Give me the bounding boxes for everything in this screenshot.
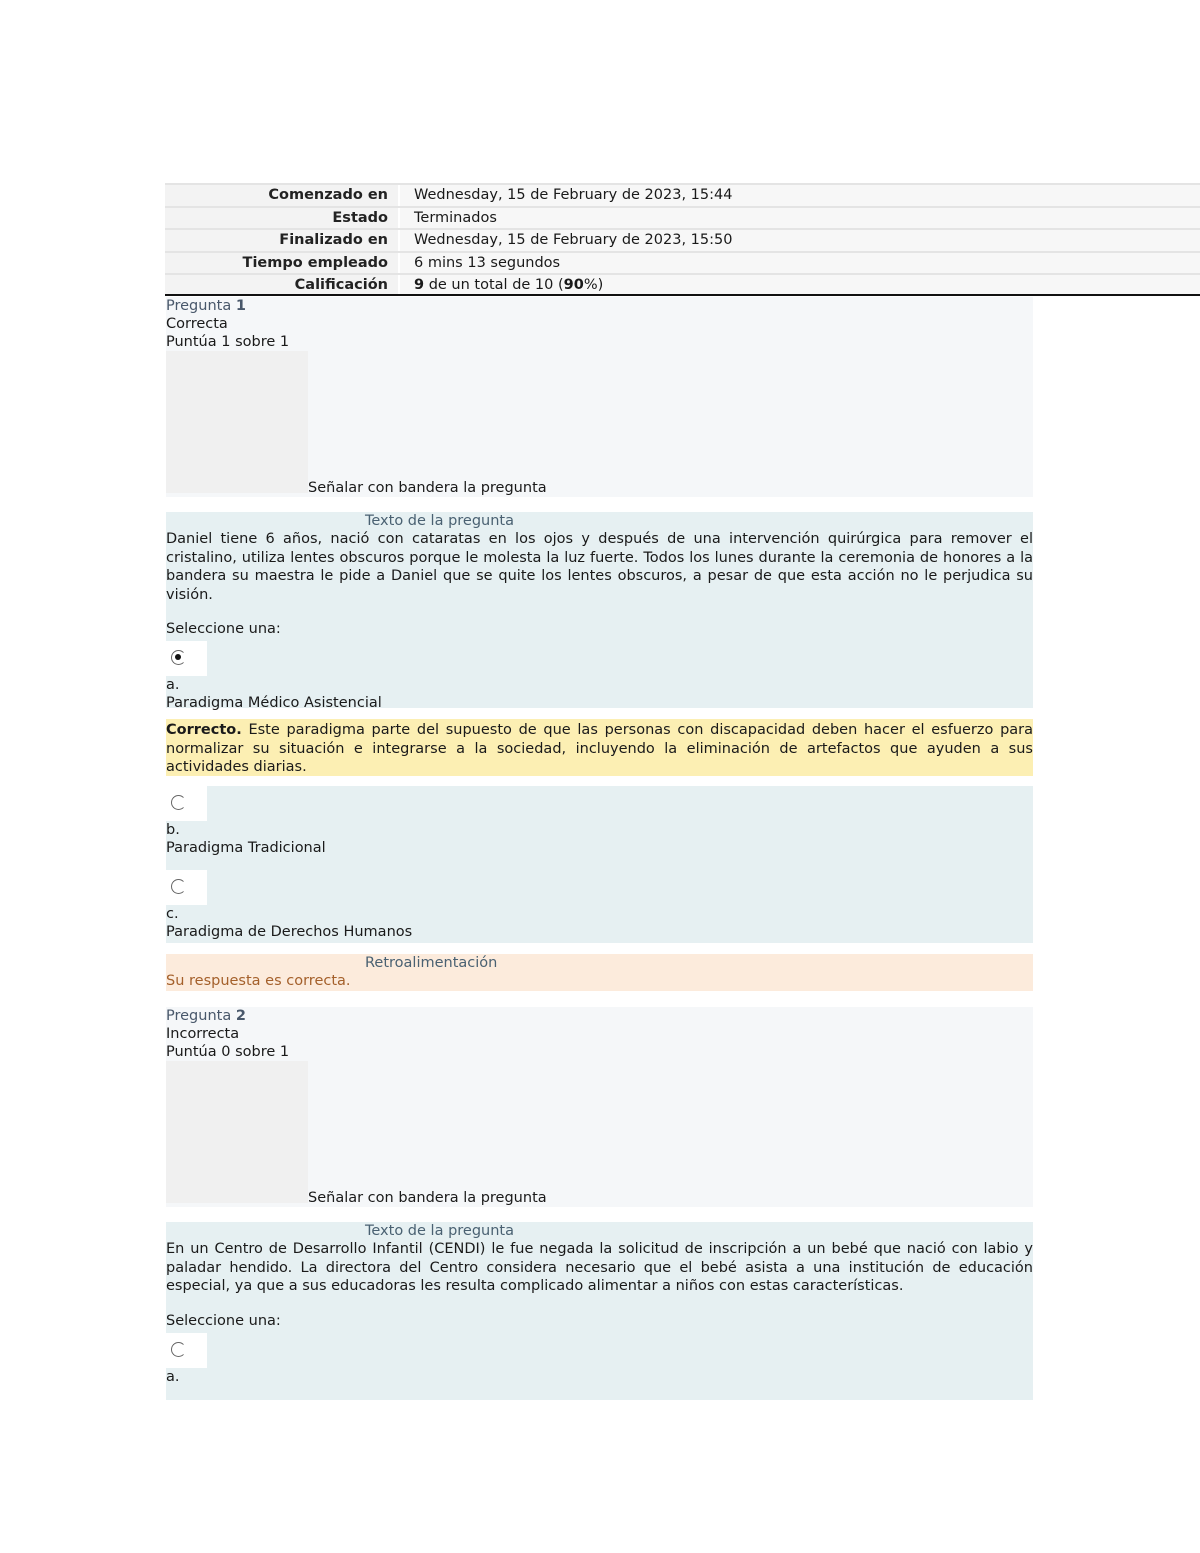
select-prompt: Seleccione una: — [166, 1312, 281, 1329]
summary-value: Wednesday, 15 de February de 2023, 15:50 — [398, 230, 1200, 251]
question-state: Incorrecta — [166, 1026, 240, 1042]
radio-checked-icon[interactable] — [171, 650, 186, 665]
option-a-radio-wrap[interactable] — [166, 641, 207, 676]
option-letter: a. — [166, 677, 180, 693]
summary-value: Wednesday, 15 de February de 2023, 15:44 — [398, 185, 1200, 206]
option-label[interactable]: Paradigma Médico Asistencial — [166, 695, 382, 711]
summary-row-grade — [165, 273, 1200, 296]
option-letter: c. — [166, 906, 179, 922]
summary-label: Finalizado en — [279, 232, 388, 248]
summary-label: Estado — [332, 209, 388, 226]
question-state: Correcta — [166, 316, 228, 332]
option-a-radio-wrap[interactable] — [166, 1333, 207, 1368]
question-number: Pregunta 2 — [166, 1008, 246, 1024]
option-b-radio-wrap[interactable] — [166, 786, 207, 821]
summary-value: 6 mins 13 segundos — [398, 253, 1200, 274]
feedback-message: Su respuesta es correcta. — [166, 973, 351, 989]
question-text: Daniel tiene 6 años, nació con cataratas en los ojos y después de una intervención quirúrgica para remover el cristalino, utiliza lentes obscuros porque le molesta la luz fuerte. Todos los lunes durante la ceremonia de honores a la bandera su maestra le pide a Daniel que se quite los lentes obscuros, a pesar de que esta acción no le perjudica su visión. — [166, 531, 1033, 603]
grade-percent: 90 — [563, 277, 584, 293]
question-number: Pregunta 1 — [166, 298, 246, 314]
question-2-content — [166, 1222, 1033, 1400]
feedback-text: Este paradigma parte del supuesto de que las personas con discapacidad deben hacer el esfuerzo para normalizar su situación e integrarse a la sociedad, incluyendo la eliminación de artefactos que ayuden a sus actividades diarias. — [166, 722, 1033, 775]
flag-question-link[interactable]: Señalar con bandera la pregunta — [308, 1190, 547, 1206]
question-grade: Puntúa 0 sobre 1 — [166, 1044, 290, 1060]
specific-feedback — [166, 719, 1033, 776]
question-grade: Puntúa 1 sobre 1 — [166, 334, 290, 350]
question-1-options-rest — [166, 786, 1033, 943]
summary-value: Terminados — [398, 208, 1200, 229]
question-text: En un Centro de Desarrollo Infantil (CENDI) le fue negada la solicitud de inscripción a un bebé que nació con labio y paladar hendido. La directora del Centro considera necesario que el bebé asista a una institución de educación especial, ya que a sus educadoras les resulta complicado alimentar a niños con estas características. — [166, 1241, 1033, 1294]
summary-label: Comenzado en — [268, 187, 388, 203]
radio-icon[interactable] — [171, 795, 186, 810]
grade-score: 9 — [414, 277, 425, 293]
option-letter: a. — [166, 1368, 180, 1385]
radio-icon[interactable] — [171, 1342, 186, 1357]
feedback-strong: Correcto. — [166, 722, 242, 738]
flag-image-placeholder — [166, 1061, 308, 1203]
question-2-info — [166, 1007, 1033, 1207]
flag-question-link[interactable]: Señalar con bandera la pregunta — [308, 480, 547, 496]
option-c-radio-wrap[interactable] — [166, 870, 207, 905]
select-prompt: Seleccione una: — [166, 621, 281, 637]
radio-icon[interactable] — [171, 879, 186, 894]
option-label[interactable]: Paradigma Tradicional — [166, 840, 326, 856]
question-1-info — [166, 297, 1033, 497]
attempt-summary — [165, 183, 1200, 296]
grade-end: %) — [583, 277, 604, 293]
option-letter: b. — [166, 822, 180, 838]
grade-mid: de un total de 10 ( — [424, 277, 564, 293]
summary-label: Tiempo empleado — [242, 254, 388, 271]
general-feedback — [166, 954, 1033, 991]
question-text-heading: Texto de la pregunta — [365, 1223, 514, 1239]
summary-row-started — [165, 183, 1200, 206]
flag-image-placeholder — [166, 351, 308, 493]
question-1-content — [166, 512, 1033, 711]
option-label[interactable]: Paradigma de Derechos Humanos — [166, 924, 413, 940]
summary-row-state — [165, 206, 1200, 229]
question-text-heading: Texto de la pregunta — [365, 513, 514, 529]
feedback-heading: Retroalimentación — [365, 955, 498, 971]
summary-row-time — [165, 251, 1200, 274]
summary-label: Calificación — [294, 277, 388, 293]
summary-value — [398, 275, 1200, 294]
summary-row-finished — [165, 228, 1200, 251]
